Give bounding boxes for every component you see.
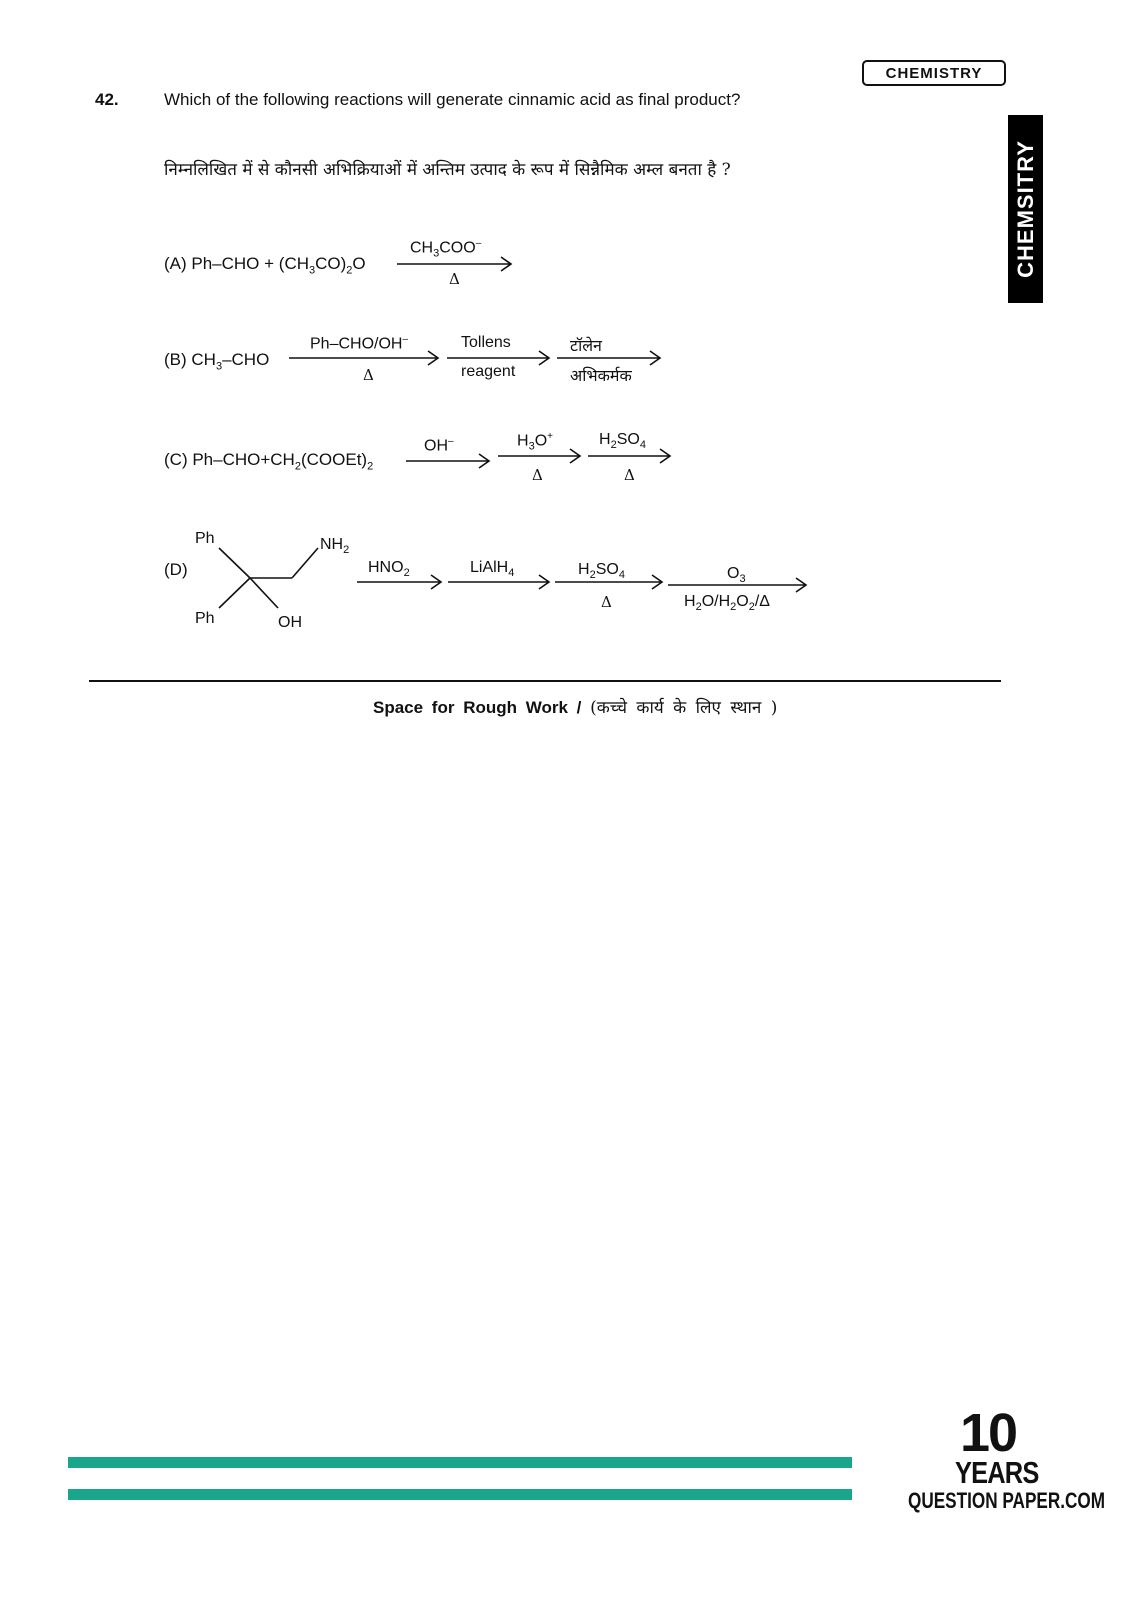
- side-subject-text: CHEMSITRY: [1012, 140, 1038, 278]
- rough-work-hindi: (कच्चे कार्य के लिए स्थान ): [590, 698, 778, 718]
- structure-bond-oh: [250, 578, 278, 608]
- option-c-step3-bottom: Δ: [624, 466, 635, 484]
- option-d-step3-bottom: Δ: [601, 593, 612, 611]
- subject-header-text: CHEMISTRY: [885, 64, 983, 82]
- option-b-step1-top: Ph–CHO/OH–: [310, 334, 409, 353]
- option-b-step1-bottom: Δ: [363, 366, 374, 384]
- option-d-step3-top: $H_2SO_4$: [578, 561, 625, 582]
- arrow-c1: [406, 454, 489, 468]
- logo-site: QUESTION PAPER.COM: [908, 1488, 1106, 1513]
- option-a-condition: Δ: [449, 270, 460, 288]
- option-c-step2-top: $H_3O^+$: [517, 431, 553, 453]
- structure-bond-ph1: [219, 548, 250, 578]
- option-d-step4-bottom: $H_2O/H_2O_2/\Delta$: [684, 593, 770, 614]
- option-d-step4-top: $O_3$: [727, 565, 746, 586]
- option-d-step2: LiAlH$_4$: [470, 559, 515, 580]
- structure-ph-bottom: Ph: [195, 610, 215, 627]
- option-b-step2-bottom: reagent: [461, 363, 516, 380]
- structure-nh2: $NH_2$: [320, 536, 350, 557]
- option-c-step3-top: $H_2SO_4$: [599, 431, 646, 452]
- structure-ph-top: Ph: [195, 530, 215, 547]
- structure-bond-nh2: [292, 548, 318, 578]
- question-text-english: Which of the following reactions will generate cinnamic acid as final product?: [164, 90, 741, 109]
- option-b-step3-bottom: अभिकर्मक: [570, 366, 632, 385]
- footer-band-top: [68, 1457, 852, 1468]
- option-b-reactant: (B) $CH_3$–CHO: [164, 350, 270, 373]
- option-c-reactant: (C) $Ph-CHO+CH_2(COOEt)_2$: [164, 450, 374, 473]
- option-b-step2-top: Tollens: [461, 334, 511, 351]
- option-d-step1: $HNO_2$: [368, 559, 410, 580]
- option-c-step1-top: OH–: [424, 436, 454, 455]
- rough-work-english: Space for Rough Work /: [373, 698, 582, 717]
- option-b-step3-top: टॉलेन: [570, 336, 602, 355]
- option-c-step2-bottom: Δ: [532, 466, 543, 484]
- option-a-reactant: (A) $Ph-CHO + (CH_3CO)_2O$: [164, 254, 366, 277]
- rough-work-divider: [89, 680, 1001, 682]
- rough-work-caption: [373, 695, 777, 718]
- structure-oh: OH: [278, 614, 302, 631]
- logo-years: YEARS: [955, 1455, 1039, 1490]
- option-d-label: (D): [164, 560, 188, 579]
- structure-bond-ph2: [219, 578, 250, 608]
- question-number: 42.: [95, 90, 119, 109]
- option-a-reagent: $CH_3COO^-$: [410, 238, 482, 260]
- logo-number: 10: [960, 1403, 1017, 1463]
- footer-band-bottom: [68, 1489, 852, 1500]
- question-text-hindi: निम्नलिखित में से कौनसी अभिक्रियाओं में अन्तिम उत्पाद के रूप में सिन्नैमिक अम्ल बनता है ?: [164, 160, 731, 180]
